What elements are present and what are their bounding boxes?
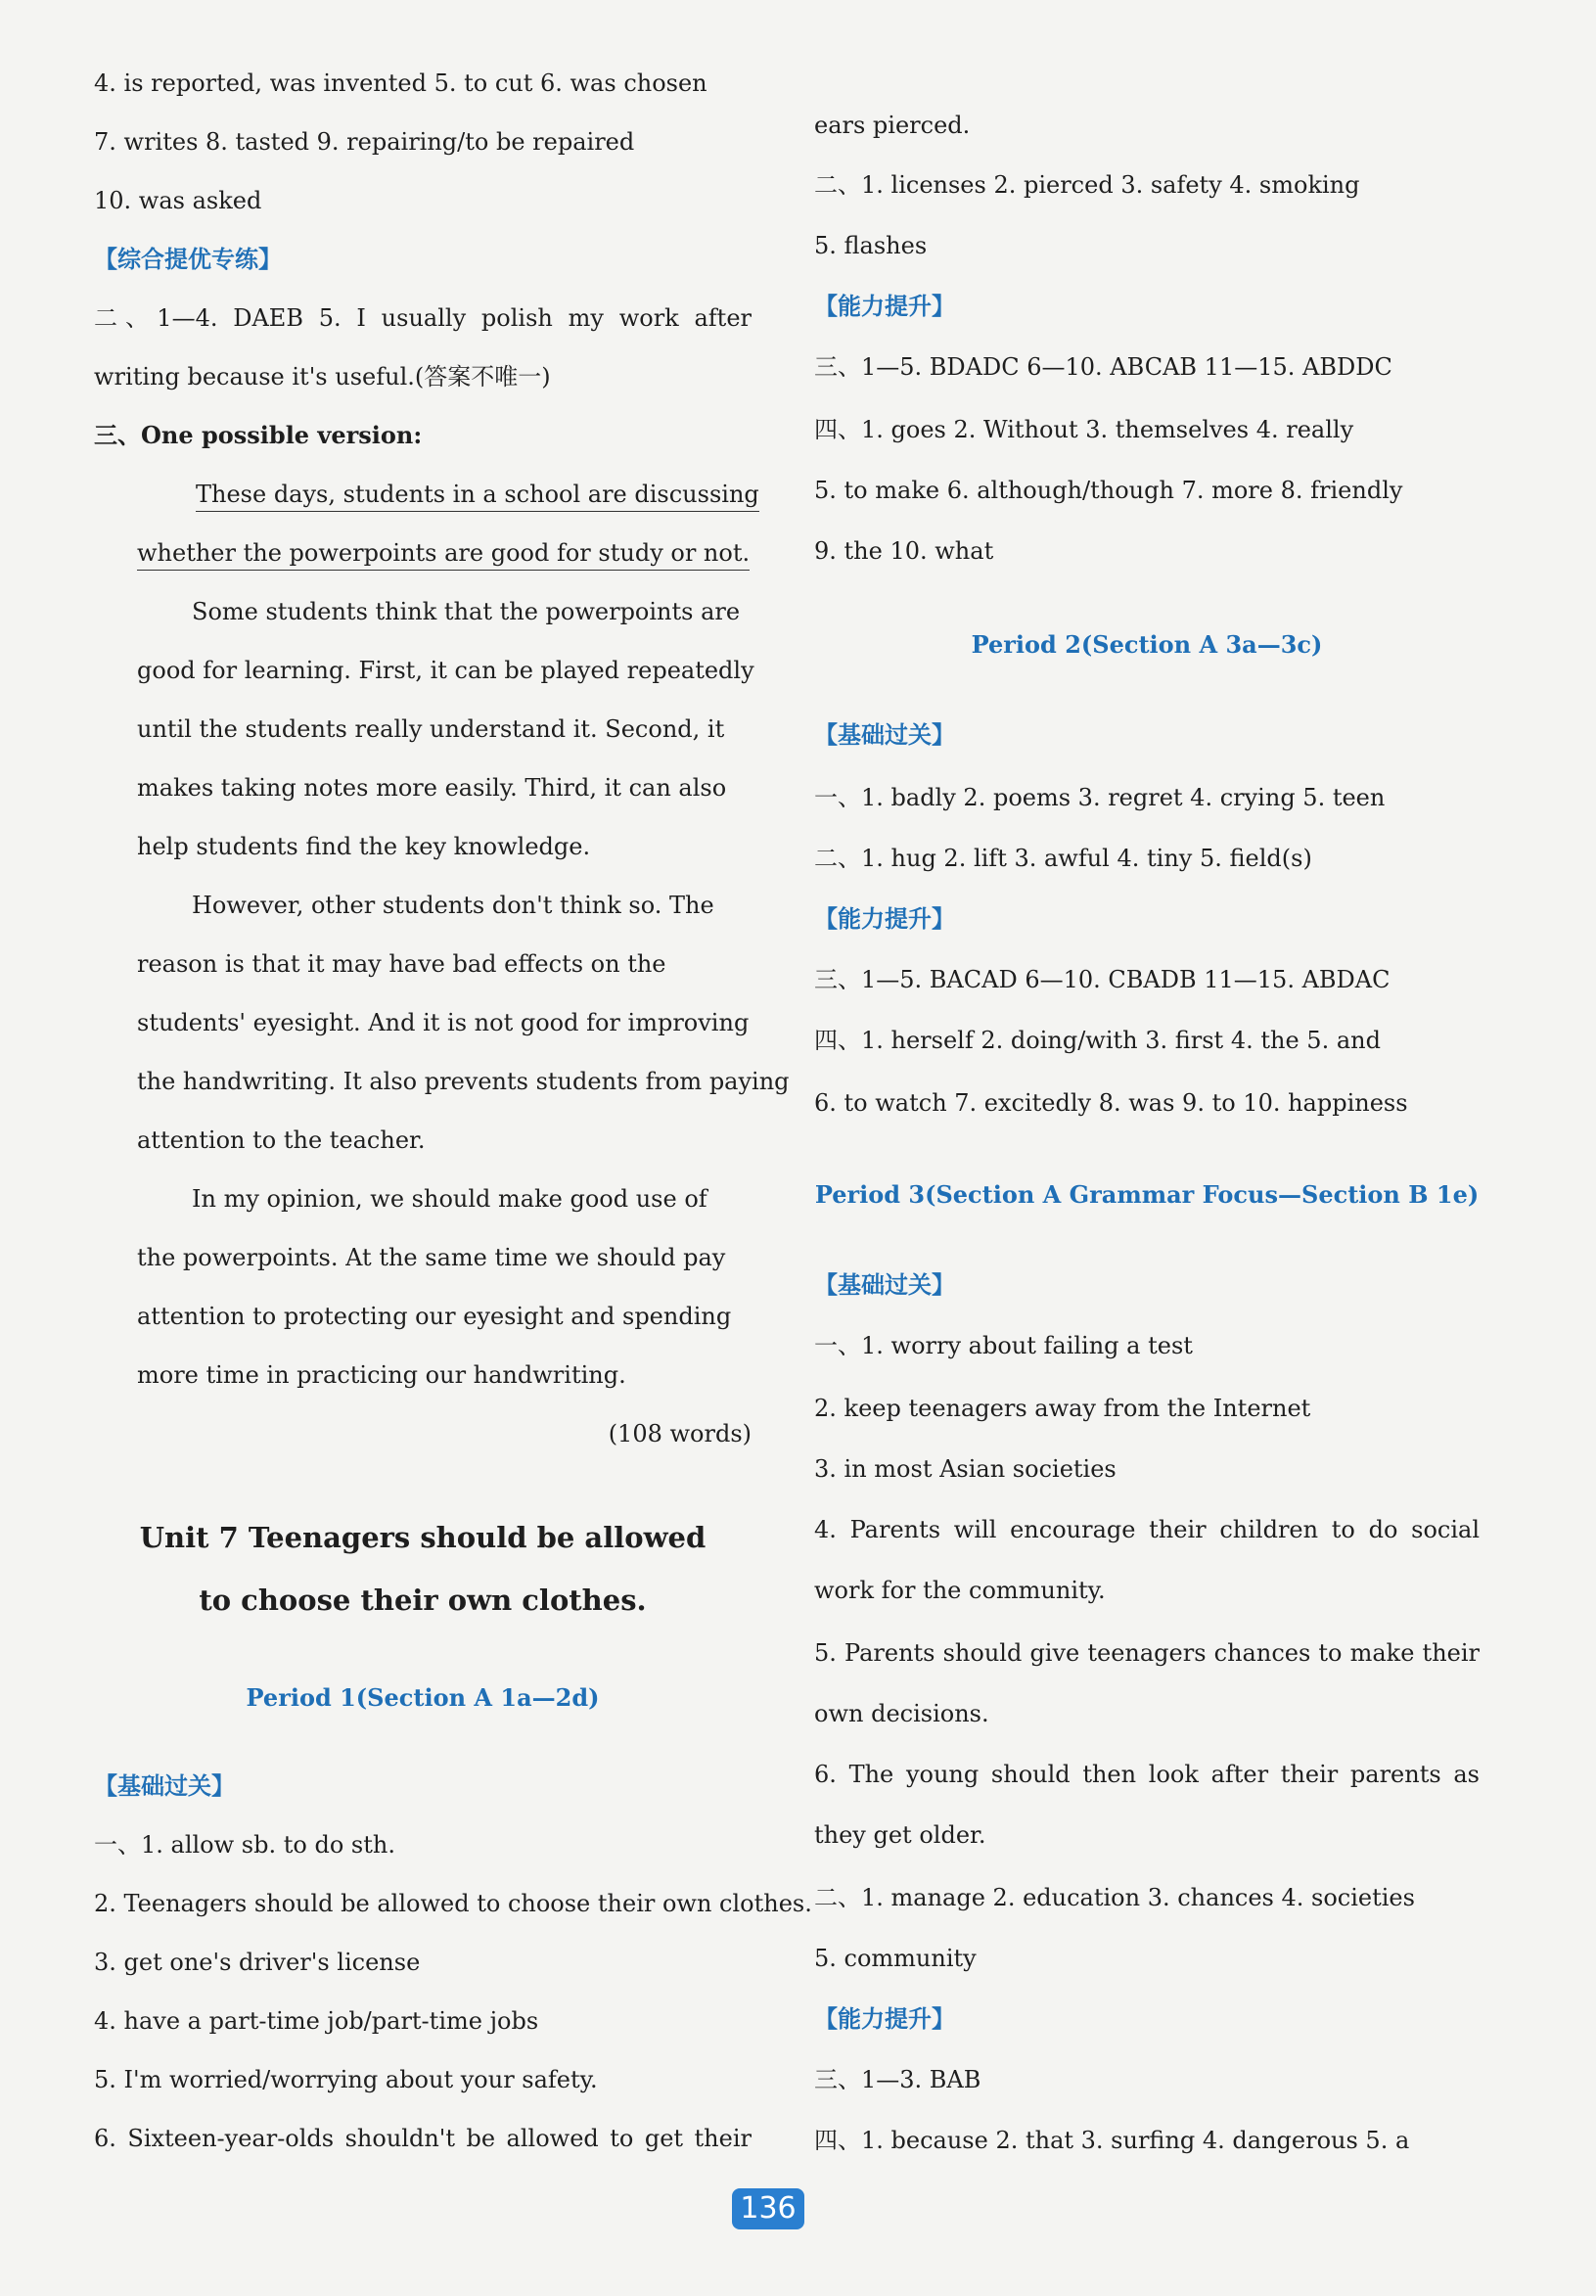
- essay-line: more time in practicing our handwriting.: [137, 1361, 626, 1389]
- answer-line: own decisions.: [814, 1700, 989, 1727]
- answer-line: 5. Parents should give teenagers chances to make their: [814, 1639, 1480, 1667]
- essay-line: good for learning. First, it can be played repeatedly: [137, 657, 754, 684]
- answer-line: 3. get one's driver's license: [94, 1949, 421, 1976]
- essay-line: attention to the teacher.: [137, 1126, 426, 1154]
- section-heading: 【基础过关】: [94, 1772, 235, 1800]
- answer-line: 三、1—5. BDADC 6—10. ABCAB 11—15. ABDDC: [814, 353, 1392, 381]
- answer-line: 10. was asked: [94, 187, 262, 214]
- section-heading: 【能力提升】: [814, 293, 955, 320]
- answer-line: 三、1—3. BAB: [814, 2066, 981, 2093]
- answer-line: 5. I'm worried/worrying about your safety.: [94, 2066, 598, 2093]
- period-heading: Period 1(Section A 1a—2d): [246, 1683, 600, 1712]
- section-heading: 【基础过关】: [814, 721, 955, 749]
- essay-line: In my opinion, we should make good use of: [192, 1185, 707, 1213]
- page-number: 136: [732, 2188, 804, 2229]
- answer-line: 二、1. licenses 2. pierced 3. safety 4. smoking: [814, 171, 1360, 199]
- answer-line: they get older.: [814, 1821, 986, 1849]
- answer-line: 6. to watch 7. excitedly 8. was 9. to 10. happiness: [814, 1089, 1408, 1117]
- answer-line: 5. to make 6. although/though 7. more 8. friendly: [814, 477, 1403, 504]
- section-heading: 【能力提升】: [814, 2005, 955, 2033]
- essay-line: attention to protecting our eyesight and spending: [137, 1303, 732, 1330]
- answer-line: 一、1. allow sb. to do sth.: [94, 1831, 395, 1859]
- essay-line: However, other students don't think so. The: [192, 892, 714, 919]
- unit-title-line1: Unit 7 Teenagers should be allowed: [139, 1521, 707, 1554]
- answer-line: 4. Parents will encourage their children to do social: [814, 1516, 1480, 1543]
- essay-line: help students find the key knowledge.: [137, 833, 591, 860]
- answer-line: work for the community.: [814, 1577, 1106, 1604]
- answer-line: 5. community: [814, 1945, 977, 1972]
- answer-line: 二、1—4. DAEB 5. I usually polish my work after: [94, 304, 752, 332]
- essay-topic-line: These days, students in a school are discussing: [196, 480, 759, 512]
- answer-line: 3. in most Asian societies: [814, 1455, 1117, 1483]
- answer-line: 四、1. because 2. that 3. surfing 4. dangerous 5. a: [814, 2127, 1410, 2154]
- essay-topic-line: whether the powerpoints are good for study or not.: [137, 538, 750, 571]
- essay-line: makes taking notes more easily. Third, it can also: [137, 774, 727, 802]
- essay-line: students' eyesight. And it is not good for improving: [137, 1009, 750, 1036]
- word-count: (108 words): [608, 1420, 752, 1447]
- answer-line: 4. is reported, was invented 5. to cut 6. was chosen: [94, 69, 707, 97]
- answer-line: 三、1—5. BACAD 6—10. CBADB 11—15. ABDAC: [814, 966, 1391, 993]
- section-heading: 【综合提优专练】: [94, 246, 282, 273]
- answer-line: 2. Teenagers should be allowed to choose their own clothes.: [94, 1890, 812, 1917]
- answer-line: ears pierced.: [814, 112, 971, 139]
- answer-line: 一、1. worry about failing a test: [814, 1332, 1193, 1359]
- section-heading: 【能力提升】: [814, 905, 955, 933]
- answer-line: writing because it's useful.(答案不唯一): [94, 363, 551, 390]
- unit-title-line2: to choose their own clothes.: [199, 1584, 647, 1617]
- answer-line: 9. the 10. what: [814, 537, 994, 565]
- answer-line: 2. keep teenagers away from the Internet: [814, 1395, 1311, 1422]
- answer-line: 一、1. badly 2. poems 3. regret 4. crying 5. teen: [814, 784, 1386, 811]
- answer-line: 7. writes 8. tasted 9. repairing/to be repaired: [94, 128, 635, 156]
- essay-line: the powerpoints. At the same time we should pay: [137, 1244, 726, 1271]
- essay-line: the handwriting. It also prevents students from paying: [137, 1068, 790, 1095]
- section-heading: 【基础过关】: [814, 1271, 955, 1299]
- answer-line: 6. Sixteen-year-olds shouldn't be allowed to get their: [94, 2125, 752, 2152]
- answer-line: 二、1. manage 2. education 3. chances 4. societies: [814, 1884, 1415, 1911]
- answer-line: 4. have a part-time job/part-time jobs: [94, 2007, 539, 2035]
- answer-line: 二、1. hug 2. lift 3. awful 4. tiny 5. field(s): [814, 845, 1312, 872]
- answer-line: 5. flashes: [814, 232, 928, 259]
- period-heading: Period 2(Section A 3a—3c): [971, 630, 1323, 659]
- answer-line: 四、1. herself 2. doing/with 3. first 4. the 5. and: [814, 1027, 1381, 1054]
- period-heading: Period 3(Section A Grammar Focus—Section B 1e): [814, 1180, 1480, 1209]
- essay-line: until the students really understand it. Second, it: [137, 715, 725, 743]
- essay-line: reason is that it may have bad effects on the: [137, 950, 666, 978]
- essay-label: 三、One possible version:: [94, 421, 423, 449]
- answer-line: 6. The young should then look after their parents as: [814, 1761, 1480, 1788]
- essay-line: Some students think that the powerpoints are: [192, 598, 741, 625]
- answer-line: 四、1. goes 2. Without 3. themselves 4. really: [814, 416, 1354, 443]
